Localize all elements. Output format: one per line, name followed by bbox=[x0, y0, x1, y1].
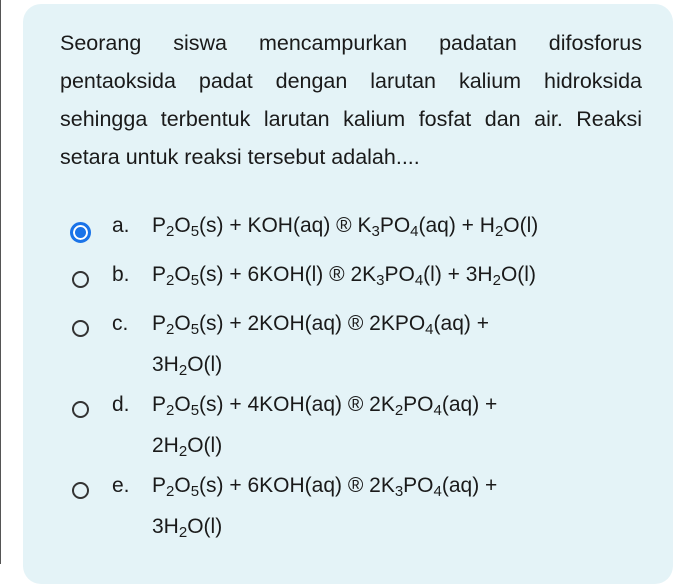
equation-text: (l) + 3H bbox=[423, 263, 493, 286]
option-letter: d. bbox=[112, 393, 130, 416]
equation-text: P bbox=[152, 393, 167, 416]
subscript: 5 bbox=[190, 402, 200, 419]
equation-text: (s) + 4KOH(aq) ® 2K bbox=[199, 393, 395, 416]
subscript: 3 bbox=[376, 272, 385, 289]
subscript: 2 bbox=[166, 272, 175, 289]
equation-text: O(l) bbox=[500, 263, 536, 286]
option-letter: b. bbox=[112, 263, 130, 286]
option-equation bbox=[152, 474, 497, 498]
subscript: 5 bbox=[190, 272, 200, 289]
subscript: 4 bbox=[433, 402, 442, 419]
option-letter: a. bbox=[112, 214, 130, 237]
subscript: 2 bbox=[492, 272, 501, 289]
equation-text: O bbox=[174, 214, 191, 237]
subscript: 2 bbox=[166, 223, 175, 240]
equation-text: (s) + KOH(aq) ® K bbox=[199, 214, 372, 237]
equation-text: O(l) bbox=[187, 515, 223, 538]
subscript: 5 bbox=[190, 483, 200, 500]
option-equation bbox=[152, 263, 536, 287]
equation-text: (s) + 6KOH(aq) ® 2K bbox=[199, 474, 395, 497]
subscript: 2 bbox=[178, 443, 188, 460]
option-equation bbox=[152, 214, 538, 238]
subscript: 3 bbox=[371, 223, 380, 240]
option-letter: e. bbox=[112, 474, 130, 497]
subscript: 2 bbox=[166, 321, 175, 338]
question-text: Seorang siswa mencampurkan padatan difosforus pentaoksida padat dengan larutan kalium hidroksida sehingga terbentuk larutan kalium fosfat dan air. Reaksi setara untuk reaksi tersebut adalah.... bbox=[60, 31, 642, 169]
equation-text: P bbox=[152, 474, 167, 497]
equation-text: (s) + 6KOH(l) ® 2K bbox=[199, 263, 377, 286]
subscript: 2 bbox=[166, 402, 175, 419]
subscript: 4 bbox=[425, 321, 434, 338]
subscript: 2 bbox=[394, 402, 404, 419]
equation-text: O bbox=[174, 312, 191, 335]
radio-button-e[interactable] bbox=[72, 482, 89, 499]
subscript: 2 bbox=[494, 223, 504, 240]
option-equation-continued bbox=[152, 434, 222, 458]
equation-text: O(l) bbox=[187, 434, 223, 457]
subscript: 2 bbox=[166, 483, 175, 500]
subscript: 5 bbox=[190, 223, 200, 240]
equation-text: PO bbox=[403, 474, 434, 497]
radio-button-a[interactable] bbox=[70, 222, 91, 243]
equation-text: PO bbox=[403, 393, 434, 416]
equation-text: P bbox=[152, 214, 167, 237]
equation-text: P bbox=[152, 263, 167, 286]
subscript: 4 bbox=[433, 483, 442, 500]
radio-button-b[interactable] bbox=[72, 271, 89, 288]
equation-text: 3H bbox=[152, 353, 179, 376]
subscript: 2 bbox=[178, 362, 188, 379]
radio-button-c[interactable] bbox=[72, 320, 89, 337]
option-equation-continued bbox=[152, 515, 222, 539]
equation-text: O bbox=[174, 474, 191, 497]
option-equation bbox=[152, 312, 489, 336]
option-equation-continued bbox=[152, 353, 222, 377]
option-letter: c. bbox=[112, 312, 129, 335]
subscript: 4 bbox=[410, 223, 419, 240]
equation-text: O(l) bbox=[187, 353, 223, 376]
equation-text: (aq) + bbox=[433, 312, 489, 335]
equation-text: 3H bbox=[152, 515, 179, 538]
equation-text: (s) + 2KOH(aq) ® 2KPO bbox=[199, 312, 426, 335]
subscript: 4 bbox=[414, 272, 424, 289]
equation-text: PO bbox=[379, 214, 411, 237]
equation-text: O bbox=[174, 263, 191, 286]
subscript: 3 bbox=[394, 483, 404, 500]
equation-text: PO bbox=[384, 263, 415, 286]
radio-button-d[interactable] bbox=[72, 401, 89, 418]
option-equation bbox=[152, 393, 497, 417]
equation-text: (aq) + bbox=[441, 474, 498, 497]
equation-text: P bbox=[152, 312, 167, 335]
subscript: 2 bbox=[178, 524, 188, 541]
equation-text: 2H bbox=[152, 434, 179, 457]
subscript: 5 bbox=[190, 321, 200, 338]
equation-text: O(l) bbox=[503, 214, 539, 237]
equation-text: (aq) + bbox=[441, 393, 498, 416]
equation-text: O bbox=[174, 393, 191, 416]
equation-text: (aq) + H bbox=[418, 214, 495, 237]
